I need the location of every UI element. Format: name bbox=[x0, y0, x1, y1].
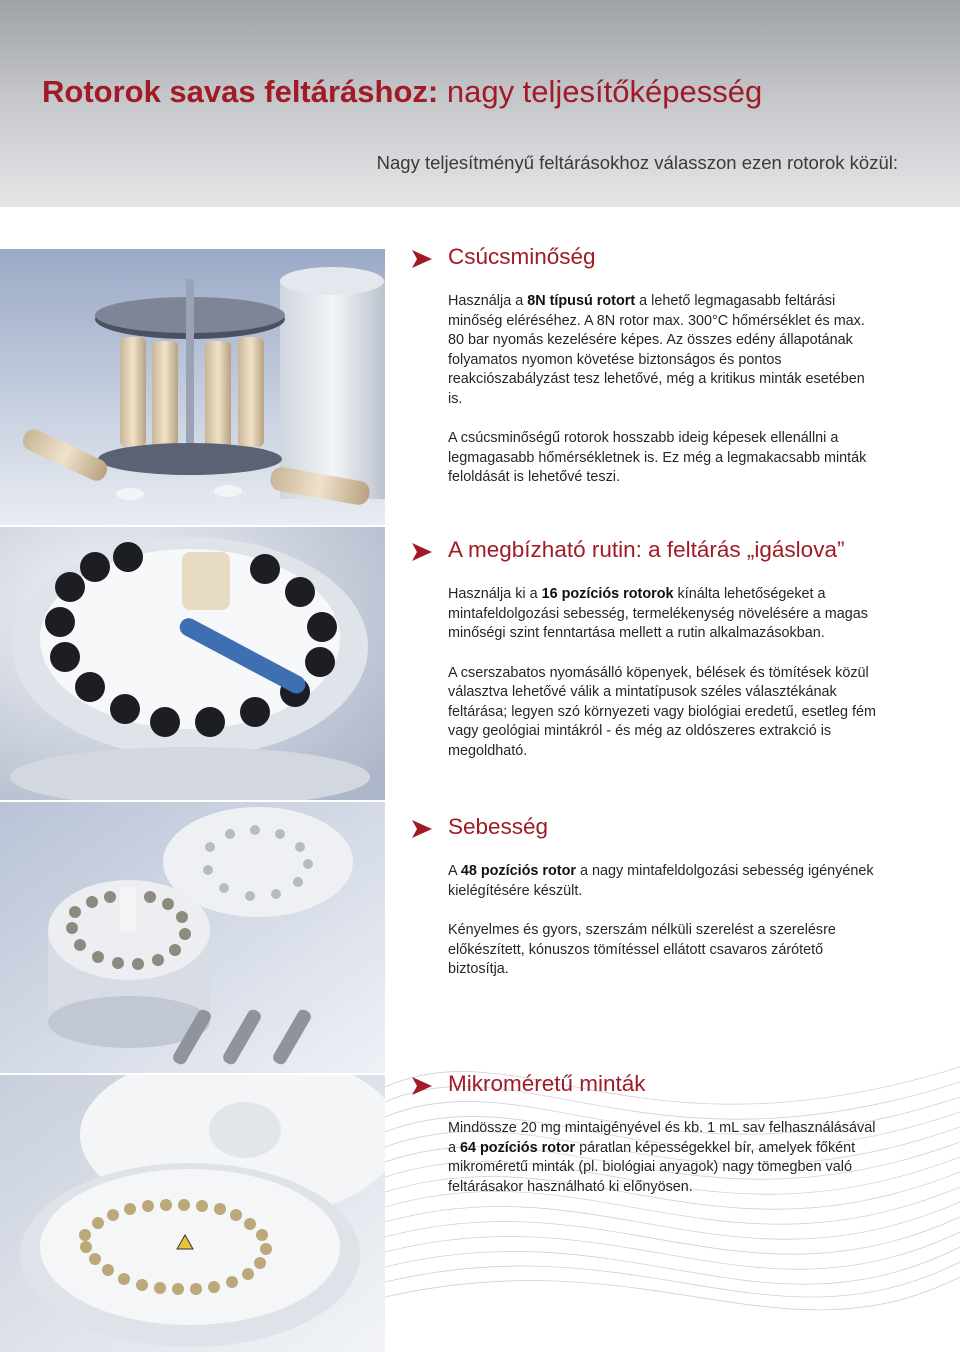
text-run: a nagy mintafeldolgozási sebesség igényének kielégítésére készült. bbox=[448, 863, 874, 899]
header-band bbox=[0, 0, 960, 207]
text-run: kínálta lehetőségeket a mintafeldolgozási sebesség, termelékenység növelésére a magas minőségi szint fenntartása mellett a rutin alkalmazásokban. bbox=[448, 586, 868, 641]
text-run: Használja ki a bbox=[448, 586, 542, 602]
section-paragraph-2: A csúcsminőségű rotorok hosszabb ideig képesek ellenállni a legmagasabb hőmérsékletnek is. Ez még a legmakacsabb minták feloldását is lehetővé teszi. bbox=[448, 430, 867, 485]
section-header bbox=[412, 537, 882, 567]
section-title: A megbízható rutin: a feltárás „igáslova” bbox=[448, 537, 845, 562]
section-paragraph-1 bbox=[448, 1119, 882, 1197]
section-paragraph-1 bbox=[448, 585, 882, 644]
section-speed bbox=[412, 814, 882, 980]
text-run-bold: 8N típusú rotort bbox=[527, 293, 636, 309]
text-run: Használja a bbox=[448, 293, 528, 309]
text-run: Mindössze 20 mg mintaigényével és kb. 1 mL sav felhasználásával a bbox=[448, 1120, 876, 1156]
rotor-16-photo bbox=[0, 527, 385, 800]
section-paragraph-1 bbox=[448, 292, 882, 409]
rotor-64-photo bbox=[0, 1075, 385, 1352]
text-run-bold: 64 pozíciós rotor bbox=[460, 1139, 576, 1156]
rotor-8n-photo bbox=[0, 249, 385, 525]
arrow-bullet-icon bbox=[412, 820, 432, 838]
page-title-rest: nagy teljesítőképesség bbox=[438, 74, 763, 109]
section-paragraph-2: A cserszabatos nyomásálló köpenyek, bélések és tömítések közül választva lehetővé válik a mintatípusok széles választékának feltárása; legyen szó környezeti vagy biológiai eredetű, esetleg fém vagy geológiai mintákról - és még az oldószeres extrakció is megoldható. bbox=[448, 664, 876, 759]
section-micro bbox=[412, 1071, 882, 1197]
rotor-48-photo bbox=[0, 802, 385, 1073]
text-run: páratlan képességekkel bír, amelyek főként mikroméretű minták (pl. biológiai anyagok) nagy tömegben való feltárásakor használható ki előnyösen. bbox=[448, 1139, 856, 1195]
section-header bbox=[412, 244, 882, 274]
section-routine bbox=[412, 537, 882, 761]
page-title bbox=[42, 74, 762, 110]
text-run: A bbox=[448, 863, 461, 879]
arrow-bullet-icon bbox=[412, 543, 432, 561]
text-run-bold: 16 pozíciós rotorok bbox=[541, 586, 674, 602]
section-paragraph-1 bbox=[448, 862, 882, 901]
arrow-bullet-icon bbox=[412, 1077, 432, 1095]
section-title: Mikroméretű minták bbox=[448, 1071, 646, 1096]
section-header bbox=[412, 814, 882, 844]
arrow-bullet-icon bbox=[412, 250, 432, 268]
page-subtitle: Nagy teljesítményű feltárásokhoz válasszon ezen rotorok közül: bbox=[376, 152, 898, 173]
section-quality bbox=[412, 244, 882, 488]
page-title-bold: Rotorok savas feltáráshoz: bbox=[42, 74, 439, 109]
section-paragraph-2: Kényelmes és gyors, szerszám nélküli szerelést a szerelésre előkészített, kónuszos tömítéssel ellátott csavaros zárótető biztosítja. bbox=[448, 922, 836, 977]
section-header bbox=[412, 1071, 882, 1101]
text-run-bold: 48 pozíciós rotor bbox=[460, 863, 576, 879]
section-title: Csúcsminőség bbox=[448, 244, 596, 269]
text-run: a lehető legmagasabb feltárási minőség eléréséhez. A 8N rotor max. 300°C hőmérséklet és max. 80 bar nyomás kezelésére képes. Az összes edény állapotának folyamatos nyomon követése biztonságos és pontos reakciószabályzást tesz lehetővé, még a kritikus minták esetében is. bbox=[448, 293, 865, 407]
section-title: Sebesség bbox=[448, 814, 549, 839]
